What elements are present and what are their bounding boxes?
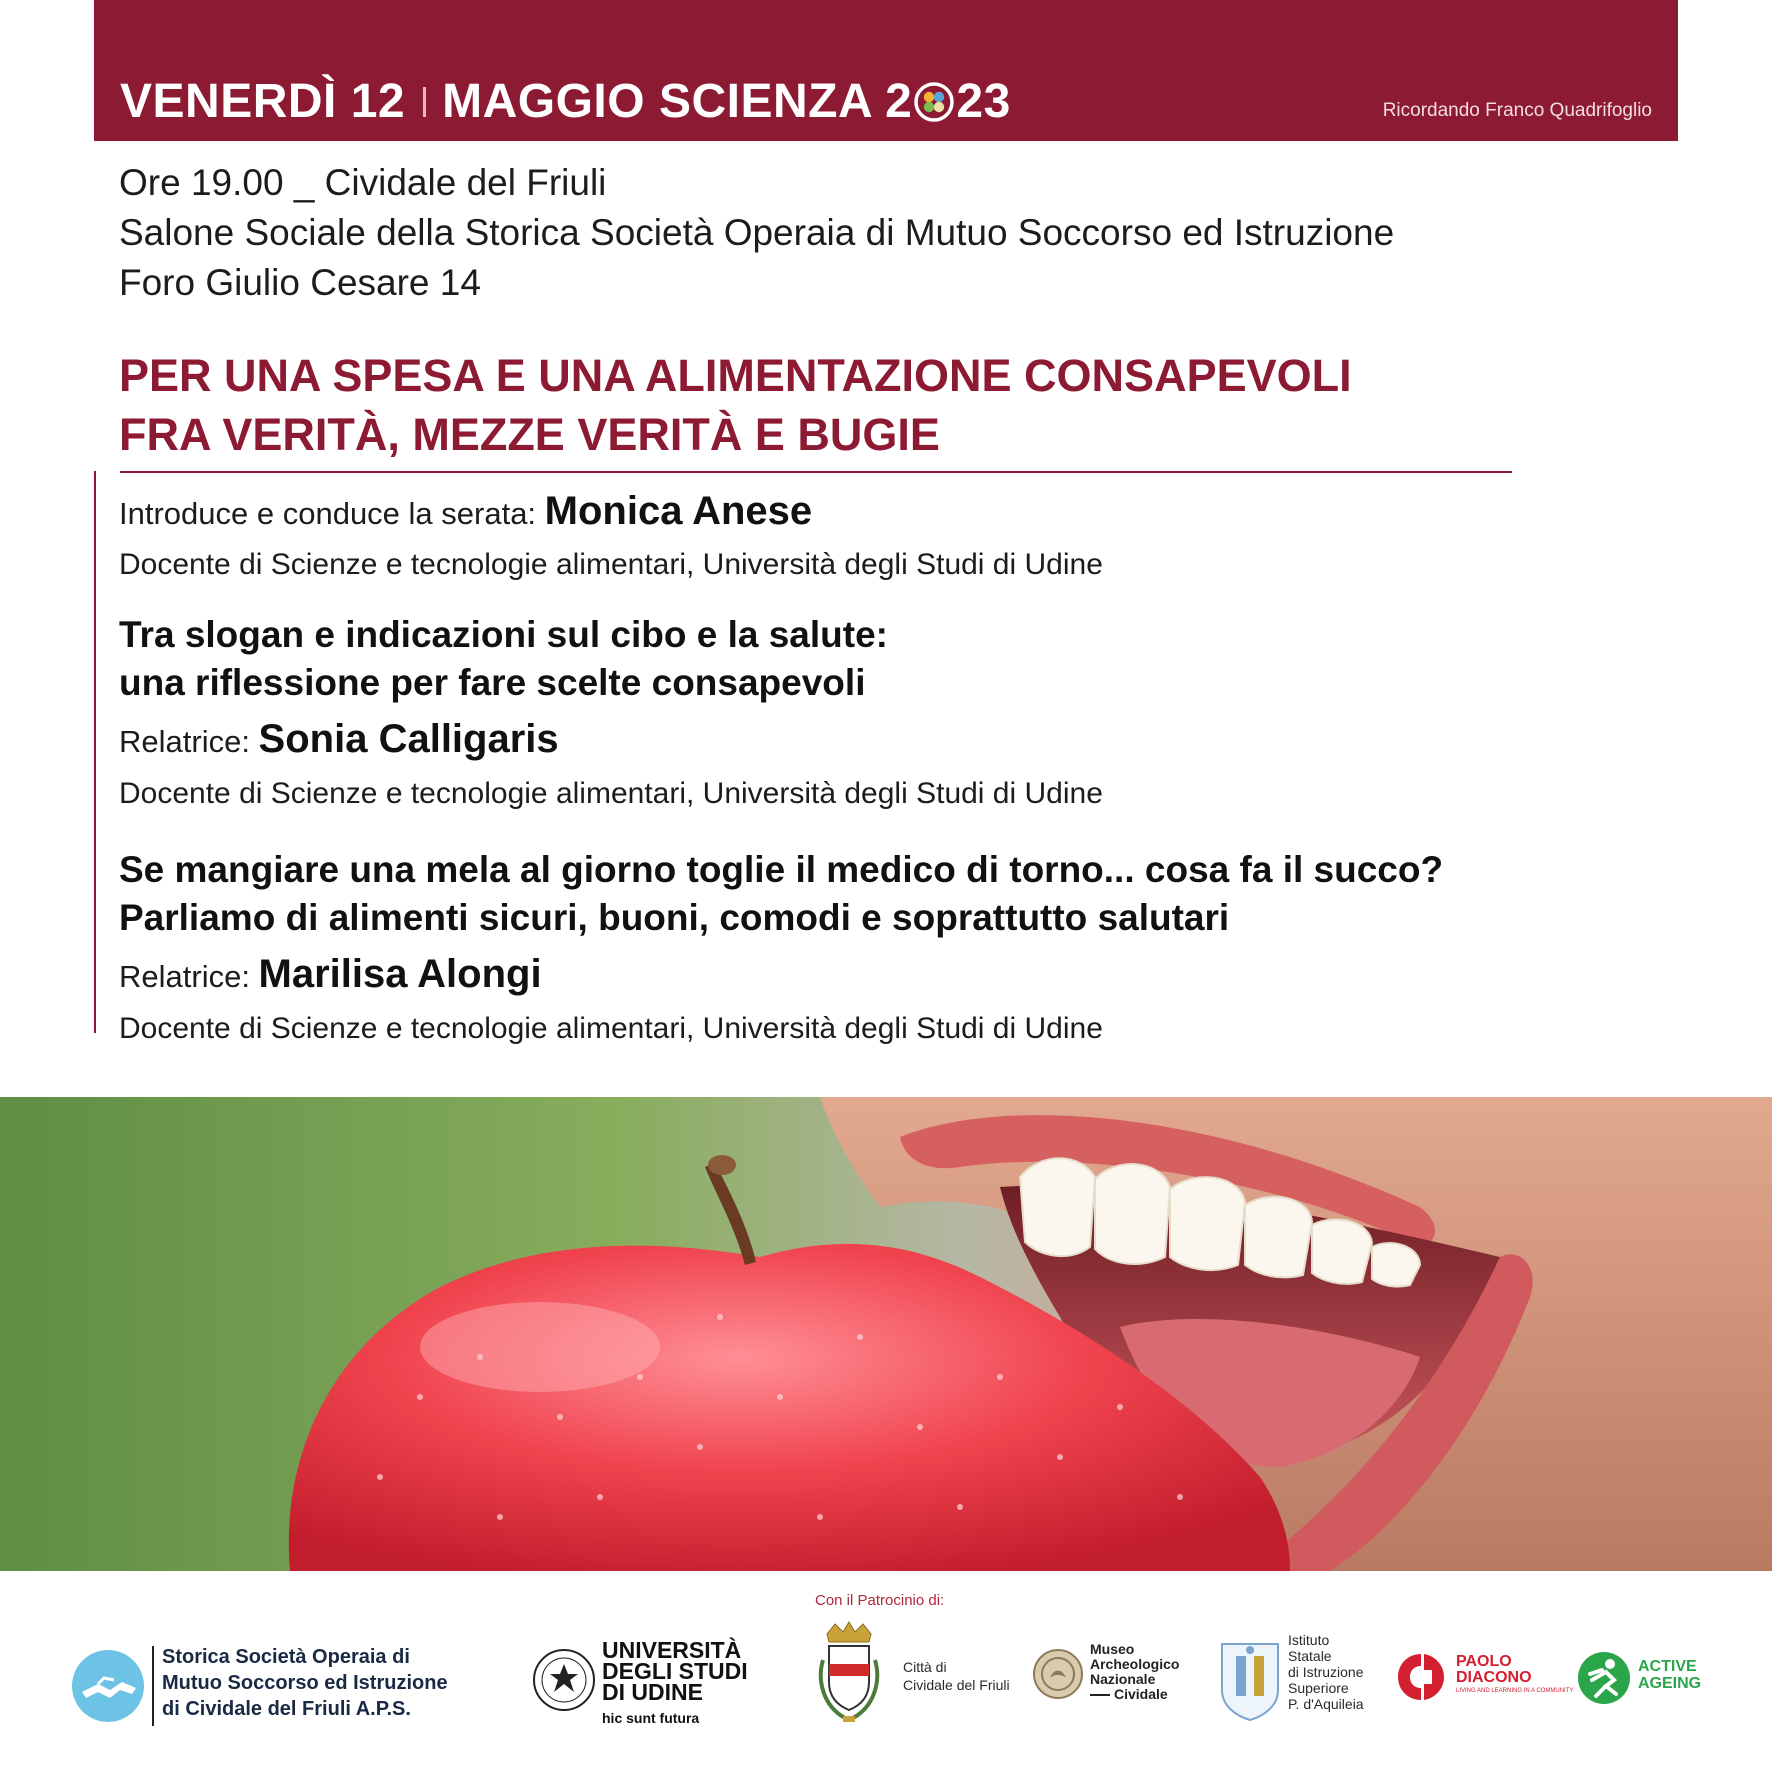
paolo-diacono-tagline: LIVING AND LEARNING IN A COMMUNITY (1456, 1688, 1574, 1694)
program-side-rule (94, 471, 96, 1033)
venue-address: Foro Giulio Cesare 14 (119, 262, 481, 303)
school-line2: Statale (1288, 1648, 1332, 1664)
society-line2: Mutuo Soccorso ed Istruzione (162, 1672, 448, 1694)
university-line3: DI UDINE (602, 1679, 703, 1705)
talk2-title-line2: Parliamo di alimenti sicuri, buoni, comodi e soprattutto salutari (119, 897, 1230, 938)
host-label: Introduce e conduce la serata: (119, 496, 545, 531)
venue-hall: Salone Sociale della Storica Società Operaia di Mutuo Soccorso ed Istruzione (119, 212, 1395, 253)
talk2-speaker-label: Relatrice: (119, 959, 259, 994)
active-ageing-name (1638, 1658, 1701, 1692)
society-line1: Storica Società Operaia di (162, 1646, 410, 1668)
paolo-diacono-logo (1394, 1646, 1574, 1716)
paolo-diacono-name (1456, 1654, 1532, 1686)
museum-name (1090, 1642, 1179, 1702)
society-logo-text (162, 1644, 448, 1722)
school-line4: Superiore (1288, 1680, 1349, 1696)
header-day: VENERDÌ 12 (120, 75, 406, 128)
society-line3: di Cividale del Friuli A.P.S. (162, 1698, 411, 1720)
paolo-diacono-icon (1394, 1650, 1448, 1704)
paolo-line2: DIACONO (1456, 1669, 1532, 1686)
city-name (903, 1658, 1010, 1694)
active-line2: AGEING (1638, 1675, 1702, 1692)
host-name: Monica Anese (544, 489, 813, 533)
talk1-speaker-label: Relatrice: (119, 724, 259, 759)
talk1-affiliation: Docente di Scienze e tecnologie alimentari, Università degli Studi di Udine (119, 777, 1103, 810)
museum-line1: Museo (1090, 1641, 1135, 1657)
event-title-line1: PER UNA SPESA E UNA ALIMENTAZIONE CONSAPEVOLI (119, 350, 1352, 401)
society-logo (70, 1640, 510, 1730)
museum-line3: Nazionale (1090, 1671, 1156, 1687)
header-title (120, 72, 1011, 132)
university-logo (532, 1638, 762, 1738)
active-ageing-icon (1576, 1650, 1632, 1706)
active-ageing-logo (1576, 1646, 1716, 1716)
museum-logo (1032, 1642, 1192, 1722)
header-band (94, 0, 1678, 141)
talk2-affiliation: Docente di Scienze e tecnologie alimentari, Università degli Studi di Udine (119, 1012, 1103, 1045)
header-year-tail: 23 (956, 75, 1011, 128)
header-tribute: Ricordando Franco Quadrifoglio (1382, 100, 1652, 121)
museum-line2: Archeologico (1090, 1656, 1180, 1672)
event-title (119, 346, 1352, 464)
venue-info (119, 158, 1394, 308)
school-crest-icon (1216, 1636, 1284, 1722)
city-line1: Città di (903, 1659, 947, 1675)
maggio-scienza-logo-icon (914, 82, 954, 122)
museum-line4-wrap (1090, 1687, 1179, 1702)
university-line1: UNIVERSITÀ (602, 1637, 742, 1663)
talk2-title-line1: Se mangiare una mela al giorno toglie il medico di torno... cosa fa il succo? (119, 849, 1444, 890)
school-line1: Istituto (1288, 1632, 1330, 1648)
paolo-line1: PAOLO (1456, 1653, 1512, 1670)
header-event-text: MAGGIO SCIENZA 2 (442, 75, 913, 128)
talk2-block (119, 846, 1443, 1049)
handshake-icon (70, 1648, 146, 1724)
city-crest-icon (815, 1620, 883, 1726)
school-line3: di Istruzione (1288, 1664, 1364, 1680)
university-seal-icon (532, 1648, 596, 1712)
host-block (119, 486, 1103, 585)
university-line2: DEGLI STUDI (602, 1658, 748, 1684)
event-title-line2: FRA VERITÀ, MEZZE VERITÀ E BUGIE (119, 409, 940, 460)
patronage-label: Con il Patrocinio di: (815, 1592, 945, 1609)
venue-time-place: Ore 19.00 _ Cividale del Friuli (119, 162, 607, 203)
museum-seal-icon (1032, 1648, 1084, 1700)
university-name (602, 1637, 748, 1705)
sponsor-logos (0, 1620, 1772, 1772)
society-logo-divider (152, 1646, 154, 1726)
host-affiliation: Docente di Scienze e tecnologie alimentari, Università degli Studi di Udine (119, 548, 1103, 581)
city-line2: Cividale del Friuli (903, 1677, 1010, 1693)
school-logo (1216, 1632, 1386, 1732)
school-line5: P. d'Aquileia (1288, 1696, 1364, 1712)
museum-dash (1090, 1694, 1110, 1696)
talk2-speaker-name: Marilisa Alongi (258, 952, 542, 996)
apple-bite-photo (0, 1097, 1772, 1571)
school-name (1288, 1632, 1364, 1712)
header-event (442, 72, 1011, 132)
talk1-title-line2: una riflessione per fare scelte consapevoli (119, 662, 866, 703)
header-separator (423, 87, 426, 117)
talk1-speaker-name: Sonia Calligaris (258, 717, 559, 761)
active-line1: ACTIVE (1638, 1658, 1697, 1675)
talk1-block (119, 611, 1103, 814)
title-divider (120, 471, 1512, 473)
museum-line4: Cividale (1114, 1686, 1168, 1702)
city-logo (815, 1620, 1015, 1730)
talk1-title-line1: Tra slogan e indicazioni sul cibo e la salute: (119, 614, 888, 655)
university-motto: hic sunt futura (602, 1710, 700, 1726)
